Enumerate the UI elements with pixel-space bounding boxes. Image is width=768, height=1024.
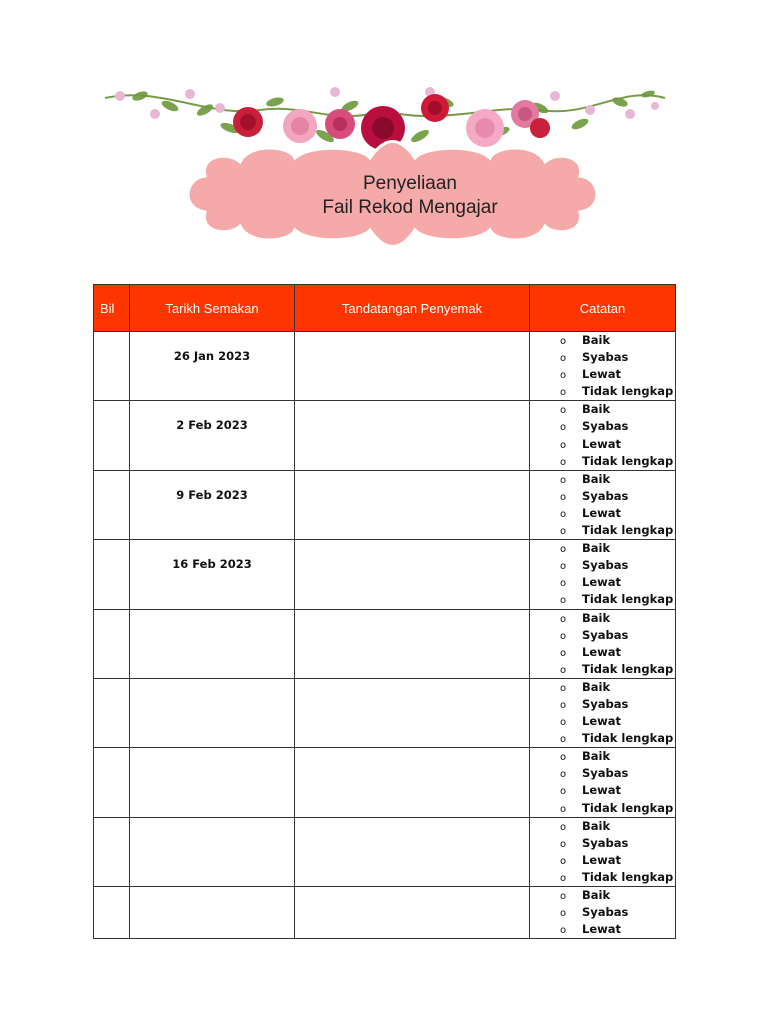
catatan-option[interactable] — [560, 453, 675, 470]
table-row — [94, 887, 676, 939]
catatan-option[interactable] — [560, 591, 675, 608]
catatan-option-label: Syabas — [582, 766, 629, 781]
hollow-bullet-icon: o — [560, 803, 567, 815]
hollow-bullet-icon: o — [560, 838, 567, 850]
catatan-option-label: Lewat — [582, 367, 622, 382]
cell-tarikh — [130, 678, 295, 747]
catatan-options-list — [530, 887, 675, 938]
rose-garland-banner — [100, 66, 670, 266]
catatan-option[interactable] — [560, 800, 675, 817]
catatan-options-list — [530, 471, 675, 539]
cell-bil — [94, 332, 130, 401]
hollow-bullet-icon: o — [560, 387, 567, 399]
cell-tandatangan[interactable] — [295, 678, 530, 747]
catatan-options-list — [530, 401, 675, 469]
hollow-bullet-icon: o — [560, 699, 567, 711]
hollow-bullet-icon: o — [560, 734, 567, 746]
catatan-option-label: Syabas — [582, 627, 629, 642]
hollow-bullet-icon: o — [560, 752, 567, 764]
catatan-option[interactable] — [560, 574, 675, 591]
catatan-option-label: Baik — [582, 471, 611, 486]
hollow-bullet-icon: o — [560, 769, 567, 781]
supervision-table — [93, 284, 676, 939]
catatan-option-label: Lewat — [582, 644, 622, 659]
table-row — [94, 332, 676, 401]
cell-catatan — [530, 470, 676, 539]
cell-tandatangan[interactable] — [295, 817, 530, 886]
table-row — [94, 401, 676, 470]
catatan-option[interactable] — [560, 887, 675, 904]
title-block — [195, 172, 625, 220]
hollow-bullet-icon: o — [560, 891, 567, 902]
header-catatan: Catatan — [530, 285, 676, 332]
catatan-option[interactable] — [560, 696, 675, 713]
hollow-bullet-icon: o — [560, 630, 567, 642]
catatan-option[interactable] — [560, 835, 675, 852]
catatan-option[interactable] — [560, 540, 675, 557]
hollow-bullet-icon: o — [560, 613, 567, 625]
catatan-option-label: Tidak lengkap — [582, 731, 674, 746]
catatan-option[interactable] — [560, 818, 675, 835]
catatan-option[interactable] — [560, 366, 675, 383]
header-bil: Bil — [94, 285, 130, 332]
cell-tarikh: 26 Jan 2023 — [130, 332, 295, 401]
catatan-option[interactable] — [560, 869, 675, 886]
cell-catatan — [530, 401, 676, 470]
hollow-bullet-icon: o — [560, 717, 567, 729]
hollow-bullet-icon: o — [560, 786, 567, 798]
cell-bil — [94, 748, 130, 817]
hollow-bullet-icon: o — [560, 647, 567, 659]
cell-bil — [94, 678, 130, 747]
hollow-bullet-icon: o — [560, 456, 567, 468]
cell-tandatangan[interactable] — [295, 887, 530, 939]
table-row — [94, 540, 676, 609]
catatan-option[interactable] — [560, 904, 675, 921]
catatan-options-list — [530, 610, 675, 678]
cell-bil — [94, 540, 130, 609]
catatan-option-label: Lewat — [582, 436, 622, 451]
catatan-option-label: Syabas — [582, 488, 629, 503]
catatan-option-label: Baik — [582, 541, 611, 556]
catatan-options-list — [530, 332, 675, 400]
cell-bil — [94, 817, 130, 886]
catatan-option[interactable] — [560, 730, 675, 747]
catatan-option[interactable] — [560, 383, 675, 400]
cell-tandatangan[interactable] — [295, 609, 530, 678]
catatan-option-label: Tidak lengkap — [582, 453, 674, 468]
cell-tarikh: 2 Feb 2023 — [130, 401, 295, 470]
table-row — [94, 678, 676, 747]
catatan-option-label: Syabas — [582, 905, 629, 920]
cell-tarikh — [130, 609, 295, 678]
hollow-bullet-icon: o — [560, 664, 567, 676]
catatan-option[interactable] — [560, 852, 675, 869]
catatan-option-label: Baik — [582, 333, 611, 347]
cell-bil — [94, 470, 130, 539]
hollow-bullet-icon: o — [560, 855, 567, 867]
hollow-bullet-icon: o — [560, 370, 567, 382]
table-row — [94, 748, 676, 817]
catatan-option[interactable] — [560, 522, 675, 539]
table-row — [94, 817, 676, 886]
hollow-bullet-icon: o — [560, 544, 567, 556]
catatan-option-label: Lewat — [582, 575, 622, 590]
catatan-option[interactable] — [560, 349, 675, 366]
catatan-option[interactable] — [560, 921, 675, 938]
hollow-bullet-icon: o — [560, 872, 567, 884]
catatan-option-label: Tidak lengkap — [582, 523, 674, 538]
title-line-2: Fail Rekod Mengajar — [322, 197, 498, 218]
catatan-option[interactable] — [560, 679, 675, 696]
catatan-option-label: Baik — [582, 888, 611, 902]
catatan-option-label: Syabas — [582, 835, 629, 850]
cell-catatan — [530, 887, 676, 939]
catatan-option[interactable] — [560, 610, 675, 627]
catatan-option[interactable] — [560, 713, 675, 730]
catatan-option[interactable] — [560, 782, 675, 799]
cell-catatan — [530, 332, 676, 401]
cell-bil — [94, 401, 130, 470]
cell-tandatangan[interactable] — [295, 540, 530, 609]
cell-tarikh — [130, 748, 295, 817]
catatan-option-label: Lewat — [582, 505, 622, 520]
catatan-option-label: Baik — [582, 818, 611, 833]
catatan-option-label: Lewat — [582, 783, 622, 798]
hollow-bullet-icon: o — [560, 595, 567, 607]
hollow-bullet-icon: o — [560, 526, 567, 538]
cell-tandatangan[interactable] — [295, 470, 530, 539]
catatan-option[interactable] — [560, 436, 675, 453]
catatan-option[interactable] — [560, 748, 675, 765]
catatan-option[interactable] — [560, 332, 675, 349]
hollow-bullet-icon: o — [560, 474, 567, 486]
catatan-option-label: Syabas — [582, 419, 629, 434]
cell-catatan — [530, 748, 676, 817]
cell-bil — [94, 609, 130, 678]
cell-tarikh: 9 Feb 2023 — [130, 470, 295, 539]
table-row — [94, 609, 676, 678]
cell-tandatangan[interactable] — [295, 748, 530, 817]
hollow-bullet-icon: o — [560, 353, 567, 365]
cell-tarikh — [130, 887, 295, 939]
catatan-option-label: Tidak lengkap — [582, 384, 674, 399]
catatan-option-label: Baik — [582, 610, 611, 625]
cell-catatan — [530, 817, 676, 886]
cell-bil — [94, 887, 130, 939]
catatan-option-label: Syabas — [582, 696, 629, 711]
catatan-options-list — [530, 818, 675, 886]
catatan-option[interactable] — [560, 765, 675, 782]
cell-catatan — [530, 678, 676, 747]
title-line-1: Penyeliaan — [362, 173, 458, 194]
table-header-row — [94, 285, 676, 332]
hollow-bullet-icon: o — [560, 491, 567, 503]
cell-tarikh — [130, 817, 295, 886]
hollow-bullet-icon: o — [560, 821, 567, 833]
catatan-option-label: Tidak lengkap — [582, 592, 674, 607]
hollow-bullet-icon: o — [560, 439, 567, 451]
catatan-option-label: Baik — [582, 679, 611, 694]
catatan-option[interactable] — [560, 401, 675, 418]
catatan-option-label: Tidak lengkap — [582, 869, 674, 884]
hollow-bullet-icon: o — [560, 682, 567, 694]
hollow-bullet-icon: o — [560, 561, 567, 573]
catatan-options-list — [530, 748, 675, 816]
cell-tandatangan[interactable] — [295, 401, 530, 470]
catatan-option-label: Tidak lengkap — [582, 800, 674, 815]
catatan-option-label: Lewat — [582, 714, 622, 729]
catatan-options-list — [530, 679, 675, 747]
hollow-bullet-icon: o — [560, 925, 567, 937]
catatan-option-label: Tidak lengkap — [582, 661, 674, 676]
catatan-option-label: Lewat — [582, 922, 622, 937]
hollow-bullet-icon: o — [560, 405, 567, 417]
header-tandatangan-penyemak: Tandatangan Penyemak — [295, 285, 530, 332]
hollow-bullet-icon: o — [560, 908, 567, 920]
cell-tarikh: 16 Feb 2023 — [130, 540, 295, 609]
hollow-bullet-icon: o — [560, 422, 567, 434]
hollow-bullet-icon: o — [560, 336, 567, 347]
catatan-option[interactable] — [560, 418, 675, 435]
catatan-option-label: Lewat — [582, 852, 622, 867]
catatan-option[interactable] — [560, 661, 675, 678]
cell-catatan — [530, 609, 676, 678]
catatan-option[interactable] — [560, 557, 675, 574]
catatan-option-label: Baik — [582, 749, 611, 764]
catatan-option[interactable] — [560, 488, 675, 505]
cell-catatan — [530, 540, 676, 609]
table-row — [94, 470, 676, 539]
header-tarikh-semakan: Tarikh Semakan — [130, 285, 295, 332]
hollow-bullet-icon: o — [560, 578, 567, 590]
hollow-bullet-icon: o — [560, 508, 567, 520]
cell-tandatangan[interactable] — [295, 332, 530, 401]
catatan-option[interactable] — [560, 627, 675, 644]
catatan-option-label: Baik — [582, 402, 611, 417]
catatan-option[interactable] — [560, 471, 675, 488]
catatan-option[interactable] — [560, 505, 675, 522]
catatan-option-label: Syabas — [582, 350, 629, 365]
catatan-options-list — [530, 540, 675, 608]
catatan-option-label: Syabas — [582, 558, 629, 573]
catatan-option[interactable] — [560, 644, 675, 661]
